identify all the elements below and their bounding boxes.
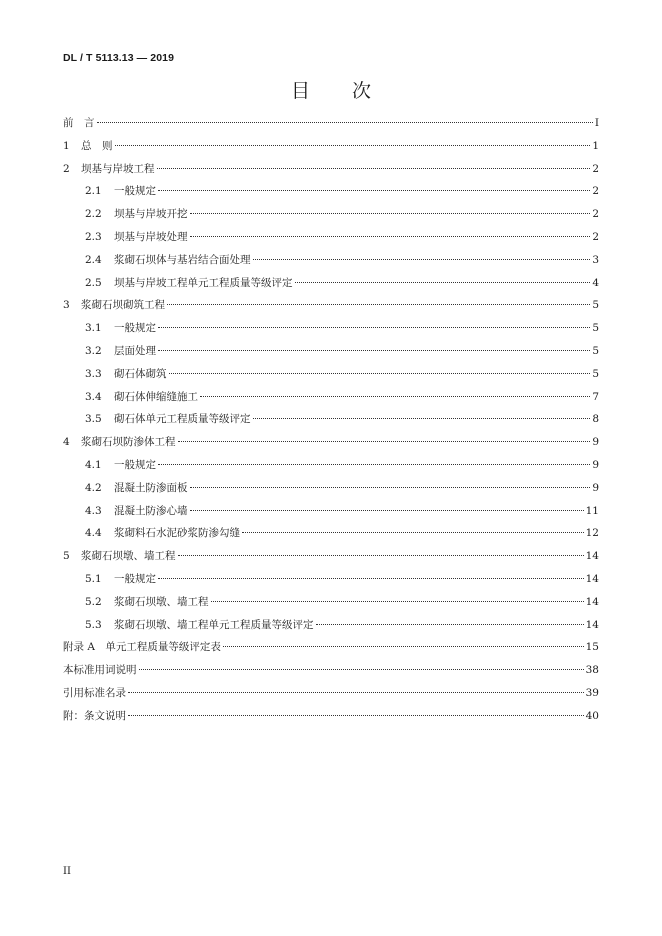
toc-entry-page: 7 (592, 390, 599, 403)
toc-dot-leader (167, 303, 590, 305)
toc-entry-number: 3.1 (85, 322, 102, 335)
toc-dot-leader (139, 668, 584, 670)
toc-dot-leader (190, 509, 584, 511)
toc-entry[interactable] (63, 272, 599, 295)
toc-entry[interactable] (63, 636, 599, 659)
toc-dot-leader (97, 121, 593, 123)
toc-entry-page: 2 (592, 208, 599, 221)
toc-entry[interactable] (63, 682, 599, 705)
toc-dot-leader (178, 440, 591, 442)
toc-entry-label: 浆砌石坝墩、墙工程 (114, 595, 209, 608)
toc-entry[interactable] (63, 340, 599, 363)
toc-entry-number: 2.5 (85, 276, 102, 289)
toc-entry-label: 层面处理 (114, 344, 156, 357)
toc-dot-leader (157, 167, 591, 169)
toc-entry-label: 浆砌石坝墩、墙工程单元工程质量等级评定 (114, 618, 314, 631)
toc-entry-number: 4.2 (85, 481, 102, 494)
toc-dot-leader (169, 372, 591, 374)
toc-entry-label: 总 则 (81, 139, 113, 152)
toc-entry-page: I (594, 117, 599, 129)
toc-entry-number: 2.4 (85, 253, 102, 266)
toc-entry-page: 5 (592, 299, 599, 312)
toc-entry[interactable] (63, 158, 599, 181)
toc-entry-page: 11 (585, 504, 599, 517)
toc-entry-page: 15 (585, 641, 599, 654)
toc-entry-label: 坝基与岸坡工程单元工程质量等级评定 (114, 276, 293, 289)
toc-entry[interactable] (63, 294, 599, 317)
toc-entry-page: 14 (585, 550, 599, 563)
toc-entry[interactable] (63, 363, 599, 386)
toc-entry-page: 5 (592, 322, 599, 335)
toc-dot-leader (190, 212, 591, 214)
toc-list (63, 112, 599, 728)
toc-entry-page: 38 (585, 664, 599, 677)
toc-entry-number: 2.2 (85, 208, 102, 221)
toc-entry-label: 砌石体砌筑 (114, 367, 167, 380)
toc-dot-leader (158, 189, 590, 191)
toc-entry-page: 4 (592, 276, 599, 289)
toc-entry-label: 一般规定 (114, 572, 156, 585)
toc-dot-leader (158, 349, 590, 351)
toc-entry-label: 浆砌石坝体与基岩结合面处理 (114, 253, 251, 266)
toc-dot-leader (200, 395, 590, 397)
toc-entry-label: 一般规定 (114, 185, 156, 198)
toc-entry-number: 4 (63, 436, 70, 449)
toc-entry-page: 9 (592, 458, 599, 471)
toc-entry-number: 2.3 (85, 230, 102, 243)
toc-dot-leader (242, 531, 584, 533)
toc-title: 目 次 (290, 80, 390, 102)
toc-entry-label: 引用标准名录 (63, 686, 126, 699)
toc-entry-page: 3 (592, 253, 599, 266)
toc-entry-page: 5 (592, 344, 599, 357)
toc-entry[interactable] (63, 659, 599, 682)
toc-entry-number: 3.2 (85, 344, 102, 357)
toc-entry-page: 2 (592, 162, 599, 175)
toc-entry[interactable] (63, 614, 599, 637)
toc-dot-leader (158, 326, 590, 328)
toc-entry-label: 坝基与岸坡处理 (114, 230, 188, 243)
toc-entry-page: 14 (585, 618, 599, 631)
toc-dot-leader (115, 144, 591, 146)
toc-entry-page: 2 (592, 185, 599, 198)
toc-dot-leader (158, 463, 590, 465)
toc-entry-label: 一般规定 (114, 458, 156, 471)
toc-entry[interactable] (63, 180, 599, 203)
toc-dot-leader (158, 577, 584, 579)
toc-entry[interactable] (63, 386, 599, 409)
toc-entry[interactable] (63, 591, 599, 614)
toc-entry-number: 5.2 (85, 595, 102, 608)
toc-entry-page: 9 (592, 436, 599, 449)
toc-dot-leader (190, 486, 591, 488)
toc-dot-leader (253, 258, 591, 260)
toc-entry-page: 9 (592, 481, 599, 494)
toc-entry[interactable] (63, 568, 599, 591)
toc-entry-number: 3 (63, 299, 70, 312)
toc-entry-label: 单元工程质量等级评定表 (105, 641, 221, 654)
toc-entry[interactable] (63, 431, 599, 454)
toc-entry-label: 浆砌石坝砌筑工程 (81, 299, 165, 312)
toc-entry-label: 砌石体单元工程质量等级评定 (114, 413, 251, 426)
toc-entry-page: 12 (585, 527, 599, 540)
toc-dot-leader (128, 691, 584, 693)
toc-entry[interactable] (63, 522, 599, 545)
toc-dot-leader (253, 417, 591, 419)
toc-entry-page: 40 (585, 709, 599, 722)
toc-entry-number: 4.4 (85, 527, 102, 540)
toc-entry-number: 3.5 (85, 413, 102, 426)
toc-entry[interactable] (63, 454, 599, 477)
toc-entry-label: 混凝土防渗心墙 (114, 504, 188, 517)
page-number: II (63, 866, 71, 877)
toc-entry[interactable] (63, 500, 599, 523)
toc-entry-number: 1 (63, 139, 70, 152)
toc-dot-leader (128, 714, 584, 716)
toc-entry[interactable] (63, 477, 599, 500)
toc-entry-label: 浆砌料石水泥砂浆防渗勾缝 (114, 527, 240, 540)
toc-entry-label: 本标准用词说明 (63, 664, 137, 677)
toc-dot-leader (295, 281, 591, 283)
toc-entry-label: 浆砌石坝防渗体工程 (81, 436, 176, 449)
toc-entry-label: 坝基与岸坡开挖 (114, 208, 188, 221)
toc-entry-label: 附：条文说明 (63, 709, 126, 722)
toc-entry[interactable] (63, 317, 599, 340)
toc-dot-leader (211, 600, 584, 602)
toc-entry-page: 5 (592, 367, 599, 380)
toc-entry-page: 14 (585, 595, 599, 608)
toc-dot-leader (316, 623, 584, 625)
toc-entry[interactable] (63, 249, 599, 272)
toc-entry-page: 39 (585, 686, 599, 699)
toc-entry[interactable] (63, 705, 599, 728)
toc-entry-label: 混凝土防渗面板 (114, 481, 188, 494)
toc-entry-label: 前 言 (63, 117, 95, 129)
toc-entry[interactable] (63, 135, 599, 158)
toc-entry-page: 14 (585, 572, 599, 585)
standard-code: DL / T 5113.13 — 2019 (63, 52, 175, 64)
toc-entry-label: 浆砌石坝墩、墙工程 (81, 550, 176, 563)
toc-entry-number: 2 (63, 162, 70, 175)
toc-entry-page: 8 (592, 413, 599, 426)
toc-dot-leader (190, 235, 591, 237)
toc-entry[interactable] (63, 545, 599, 568)
toc-entry-label: 一般规定 (114, 322, 156, 335)
toc-entry-page: 1 (592, 139, 599, 152)
toc-dot-leader (223, 645, 584, 647)
toc-dot-leader (178, 554, 584, 556)
toc-entry[interactable] (63, 408, 599, 431)
toc-entry-label: 坝基与岸坡工程 (81, 162, 155, 175)
toc-entry-number: 附录 A (63, 641, 106, 654)
toc-entry-number: 2.1 (85, 185, 102, 198)
toc-entry-page: 2 (592, 230, 599, 243)
toc-entry-number: 4.1 (85, 458, 102, 471)
toc-entry[interactable] (63, 112, 599, 135)
toc-entry-label: 砌石体伸缩缝施工 (114, 390, 198, 403)
toc-entry[interactable] (63, 203, 599, 226)
toc-entry-number: 4.3 (85, 504, 102, 517)
toc-entry-number: 5.1 (85, 572, 102, 585)
toc-entry-number: 3.3 (85, 367, 102, 380)
toc-entry-number: 5 (63, 550, 70, 563)
toc-entry-number: 3.4 (85, 390, 102, 403)
toc-entry-number: 5.3 (85, 618, 102, 631)
toc-entry[interactable] (63, 226, 599, 249)
